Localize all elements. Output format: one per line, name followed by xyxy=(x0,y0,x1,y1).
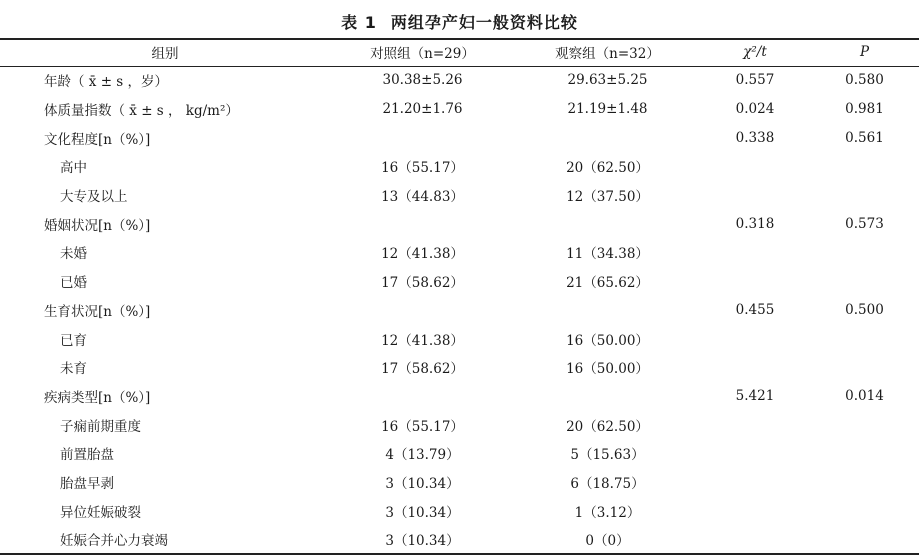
cell-stat xyxy=(700,439,810,468)
row-label: 子痫前期重度 xyxy=(60,418,141,435)
row-label: 文化程度[n（%）] xyxy=(44,131,151,148)
cell-observe: 11（34.38） xyxy=(566,246,649,263)
row-label: 已育 xyxy=(60,332,87,349)
header-row xyxy=(0,38,919,66)
cell-observe: 5（15.63） xyxy=(570,447,645,464)
cell-p xyxy=(810,439,919,468)
cell-control: 3（10.34） xyxy=(385,504,460,521)
row-label: 未育 xyxy=(60,361,87,378)
table-row xyxy=(0,439,919,468)
cell-p: 0.014 xyxy=(845,387,884,404)
cell-control: 16（55.17） xyxy=(381,160,464,177)
table-row xyxy=(0,496,919,525)
cell-observe: 20（62.50） xyxy=(566,418,649,435)
row-label: 前置胎盘 xyxy=(60,447,114,464)
table-row xyxy=(0,468,919,497)
cell-p xyxy=(810,468,919,497)
cell-observe: 20（62.50） xyxy=(566,160,649,177)
table-row xyxy=(0,152,919,181)
cell-observe: 29.63±5.25 xyxy=(567,72,648,89)
cell-stat: 0.338 xyxy=(735,129,775,146)
table-row xyxy=(0,209,919,238)
row-label: 已婚 xyxy=(60,275,87,292)
cell-stat xyxy=(700,496,810,525)
cell-observe xyxy=(515,382,700,411)
cell-observe: 21（65.62） xyxy=(566,275,649,292)
row-label: 大专及以上 xyxy=(60,189,128,206)
cell-observe: 12（37.50） xyxy=(566,189,649,206)
cell-control: 13（44.83） xyxy=(381,189,464,206)
cell-control: 30.38±5.26 xyxy=(382,72,463,89)
cell-p xyxy=(810,152,919,181)
cell-observe: 1（3.12） xyxy=(574,504,641,521)
cell-control: 16（55.17） xyxy=(381,418,464,435)
cell-p xyxy=(810,181,919,210)
header-p: P xyxy=(859,44,870,60)
row-label: 疾病类型[n（%）] xyxy=(44,389,151,406)
table-row xyxy=(0,382,919,411)
cell-observe: 16（50.00） xyxy=(566,332,649,349)
table-row xyxy=(0,324,919,353)
cell-stat xyxy=(700,267,810,296)
row-label: 年龄（ x̄ ± s ，岁） xyxy=(44,74,169,91)
row-label: 体质量指数（ x̄ ± s ， kg/m²） xyxy=(44,103,239,120)
cell-control: 4（13.79） xyxy=(385,447,460,464)
row-label: 高中 xyxy=(60,160,87,177)
cell-stat xyxy=(700,468,810,497)
table-title xyxy=(0,10,919,33)
cell-p xyxy=(810,525,919,554)
table-row xyxy=(0,296,919,325)
row-label: 生育状况[n（%）] xyxy=(44,303,151,320)
row-label: 异位妊娠破裂 xyxy=(60,504,141,521)
row-label: 妊娠合并心力衰竭 xyxy=(60,533,168,550)
cell-p xyxy=(810,238,919,267)
cell-control: 3（10.34） xyxy=(385,475,460,492)
cell-observe xyxy=(515,209,700,238)
cell-stat xyxy=(700,181,810,210)
header-observe: 观察组（n=32） xyxy=(555,46,660,62)
cell-observe: 6（18.75） xyxy=(570,475,645,492)
cell-stat xyxy=(700,324,810,353)
cell-control: 3（10.34） xyxy=(385,533,460,550)
cell-stat xyxy=(700,525,810,554)
cell-p xyxy=(810,410,919,439)
cell-p xyxy=(810,353,919,382)
cell-p: 0.981 xyxy=(845,101,884,118)
cell-stat: 0.318 xyxy=(735,215,775,232)
header-group: 组别 xyxy=(151,46,179,62)
cell-control: 17（58.62） xyxy=(381,275,464,292)
comparison-table xyxy=(0,38,919,554)
cell-stat xyxy=(700,410,810,439)
row-label: 胎盘早剥 xyxy=(60,475,114,492)
header-stat: χ²/t xyxy=(743,44,767,60)
cell-p: 0.573 xyxy=(845,215,884,232)
cell-observe: 21.19±1.48 xyxy=(567,101,648,118)
cell-p: 0.500 xyxy=(845,301,884,318)
cell-observe: 16（50.00） xyxy=(566,361,649,378)
cell-control xyxy=(330,296,515,325)
table-row xyxy=(0,123,919,152)
cell-p xyxy=(810,267,919,296)
cell-p: 0.561 xyxy=(845,129,884,146)
cell-p: 0.580 xyxy=(845,72,884,89)
cell-control: 12（41.38） xyxy=(381,246,464,263)
cell-control xyxy=(330,209,515,238)
cell-stat: 0.024 xyxy=(735,101,775,118)
table-row xyxy=(0,267,919,296)
cell-stat: 5.421 xyxy=(735,387,775,404)
cell-control xyxy=(330,123,515,152)
table-row xyxy=(0,410,919,439)
table-caption: 两组孕产妇一般资料比较 xyxy=(390,13,578,32)
table-row xyxy=(0,181,919,210)
cell-stat: 0.455 xyxy=(735,301,775,318)
cell-p xyxy=(810,496,919,525)
cell-stat: 0.557 xyxy=(735,72,775,89)
cell-stat xyxy=(700,238,810,267)
cell-control: 12（41.38） xyxy=(381,332,464,349)
cell-p xyxy=(810,324,919,353)
table-row xyxy=(0,238,919,267)
cell-control xyxy=(330,382,515,411)
cell-control: 21.20±1.76 xyxy=(382,101,463,118)
header-control: 对照组（n=29） xyxy=(370,46,475,62)
cell-stat xyxy=(700,152,810,181)
table-row xyxy=(0,66,919,95)
cell-observe: 0（0） xyxy=(585,533,630,550)
cell-observe xyxy=(515,296,700,325)
cell-stat xyxy=(700,353,810,382)
table-row xyxy=(0,525,919,554)
table-row xyxy=(0,95,919,124)
row-label: 未婚 xyxy=(60,246,87,263)
table-number: 表 1 xyxy=(341,13,377,32)
cell-observe xyxy=(515,123,700,152)
cell-control: 17（58.62） xyxy=(381,361,464,378)
row-label: 婚姻状况[n（%）] xyxy=(44,217,151,234)
table-row xyxy=(0,353,919,382)
